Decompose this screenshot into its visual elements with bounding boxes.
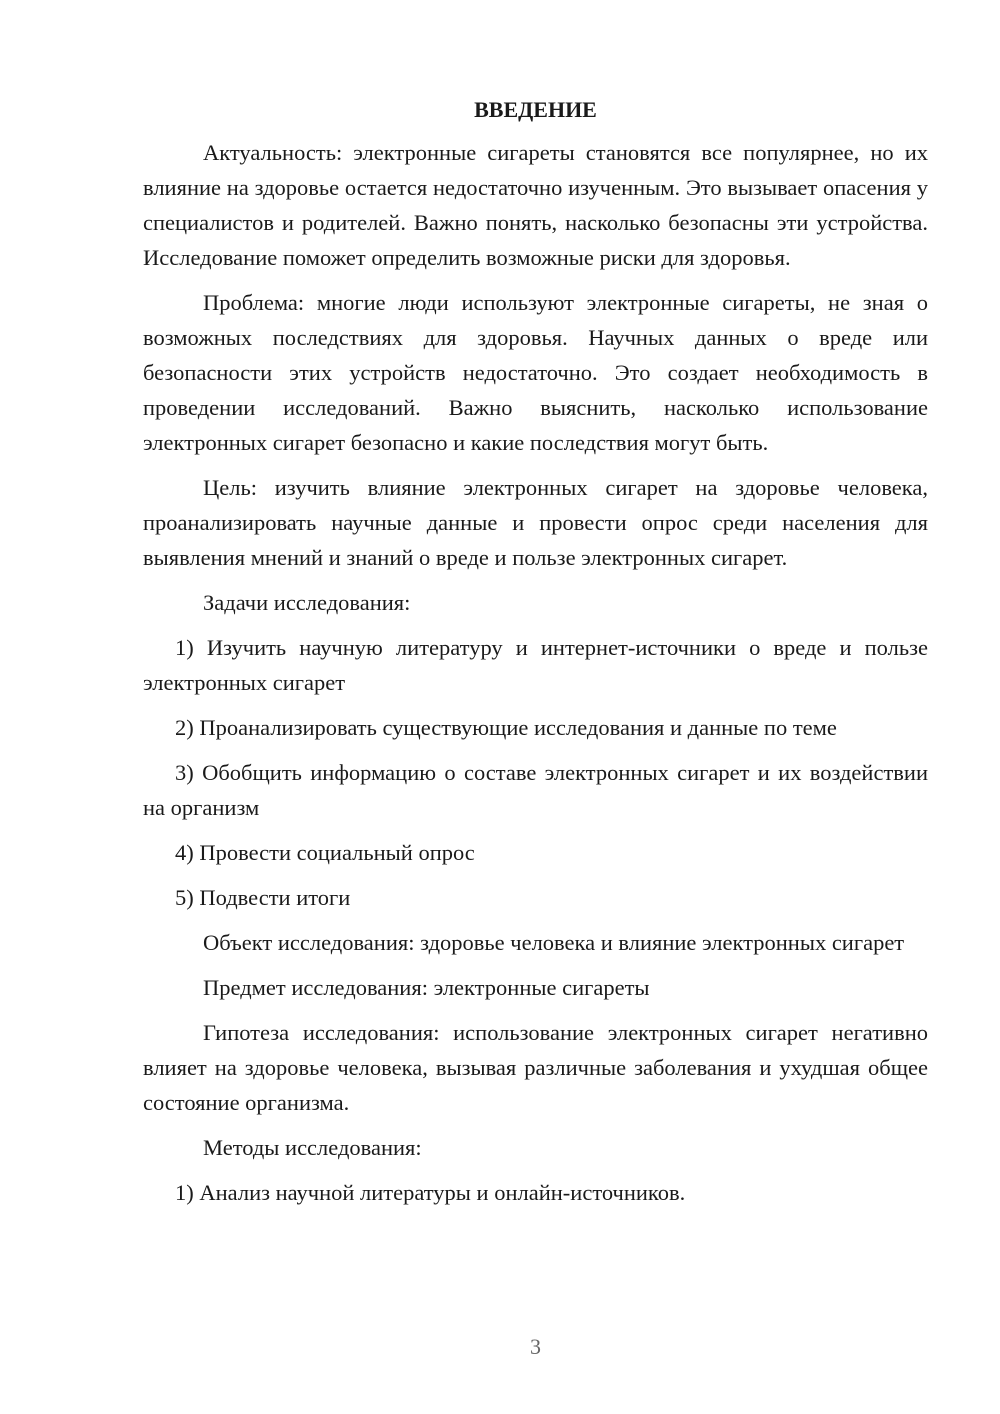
problem-paragraph: Проблема: многие люди используют электронные сигареты, не зная о возможных последствиях для здоровья. Научных данных о вреде или безопасности этих устройств недостаточно. Это создает необходимость в проведении исследований. Важно выяснить, насколько использование электронных сигарет безопасно и какие последствия могут быть. xyxy=(143,290,928,455)
task-item: 2) Проанализировать существующие исследования и данные по теме xyxy=(175,715,837,740)
document-page xyxy=(143,95,928,1220)
goal-paragraph: Цель: изучить влияние электронных сигарет на здоровье человека, проанализировать научные данные и провести опрос среди населения для выявления мнений и знаний о вреде и пользе электронных сигарет. xyxy=(143,475,928,570)
hypothesis-paragraph: Гипотеза исследования: использование электронных сигарет негативно влияет на здоровье человека, вызывая различные заболевания и ухудшая общее состояние организма. xyxy=(143,1020,928,1115)
object-paragraph: Объект исследования: здоровье человека и влияние электронных сигарет xyxy=(203,930,905,955)
methods-title: Методы исследования: xyxy=(203,1135,422,1160)
task-item: 3) Обобщить информацию о составе электронных сигарет и их воздействии на организм xyxy=(143,760,928,820)
tasks-title: Задачи исследования: xyxy=(203,590,411,615)
task-item: 4) Провести социальный опрос xyxy=(175,840,475,865)
task-item: 1) Изучить научную литературу и интернет-источники о вреде и пользе электронных сигарет xyxy=(143,635,928,695)
method-item: 1) Анализ научной литературы и онлайн-источников. xyxy=(175,1180,686,1205)
subject-paragraph: Предмет исследования: электронные сигареты xyxy=(203,975,650,1000)
task-item: 5) Подвести итоги xyxy=(175,885,351,910)
relevance-paragraph: Актуальность: электронные сигареты становятся все популярнее, но их влияние на здоровье остается недостаточно изученным. Это вызывает опасения у специалистов и родителей. Важно понять, насколько безопасны эти устройства. Исследование поможет определить возможные риски для здоровья. xyxy=(143,140,928,270)
section-heading: ВВЕДЕНИЕ xyxy=(474,97,597,122)
page-number: 3 xyxy=(530,1334,541,1359)
